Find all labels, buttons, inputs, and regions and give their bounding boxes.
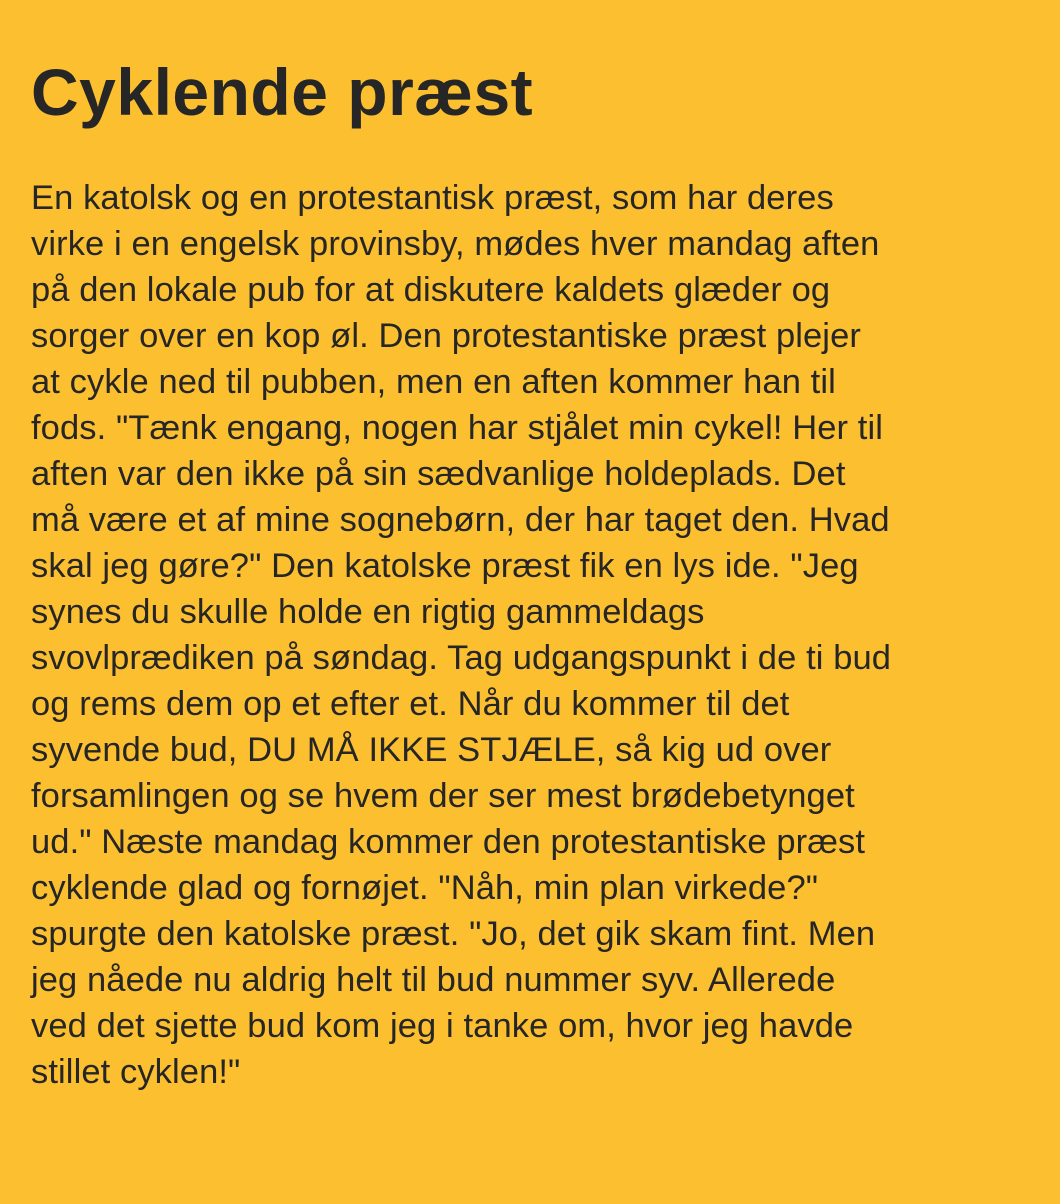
story-line: fods. "Tænk engang, nogen har stjålet min cykel! Her til: [31, 409, 884, 447]
story-line: på den lokale pub for at diskutere kaldets glæder og: [31, 271, 831, 309]
story-line: spurgte den katolske præst. "Jo, det gik skam fint. Men: [31, 915, 876, 953]
story-line: forsamlingen og se hvem der ser mest brødebetynget: [31, 777, 855, 815]
story-line: aften var den ikke på sin sædvanlige holdeplads. Det: [31, 455, 846, 493]
story-line: skal jeg gøre?" Den katolske præst fik en lys ide. "Jeg: [31, 547, 859, 585]
story-line: ud." Næste mandag kommer den protestantiske præst: [31, 823, 866, 861]
story-line: ved det sjette bud kom jeg i tanke om, hvor jeg havde: [31, 1007, 854, 1045]
story-line: En katolsk og en protestantisk præst, som har deres: [31, 179, 834, 217]
page-title: Cyklende præst: [31, 55, 534, 129]
story-line: syvende bud, DU MÅ IKKE STJÆLE, så kig ud over: [31, 731, 832, 769]
story-line: svovlprædiken på søndag. Tag udgangspunkt i de ti bud: [31, 639, 892, 677]
story-line: må være et af mine sognebørn, der har taget den. Hvad: [31, 501, 890, 539]
story-line: virke i en engelsk provinsby, mødes hver mandag aften: [31, 225, 880, 263]
story-text: [31, 175, 1040, 1095]
story-line: sorger over en kop øl. Den protestantiske præst plejer: [31, 317, 861, 355]
story-line: at cykle ned til pubben, men en aften kommer han til: [31, 363, 836, 401]
story-line: cyklende glad og fornøjet. "Nåh, min plan virkede?": [31, 869, 819, 907]
story-line: stillet cyklen!": [31, 1053, 241, 1091]
story-line: synes du skulle holde en rigtig gammeldags: [31, 593, 705, 631]
story-line: jeg nåede nu aldrig helt til bud nummer syv. Allerede: [31, 961, 836, 999]
story-line: og rems dem op et efter et. Når du kommer til det: [31, 685, 790, 723]
